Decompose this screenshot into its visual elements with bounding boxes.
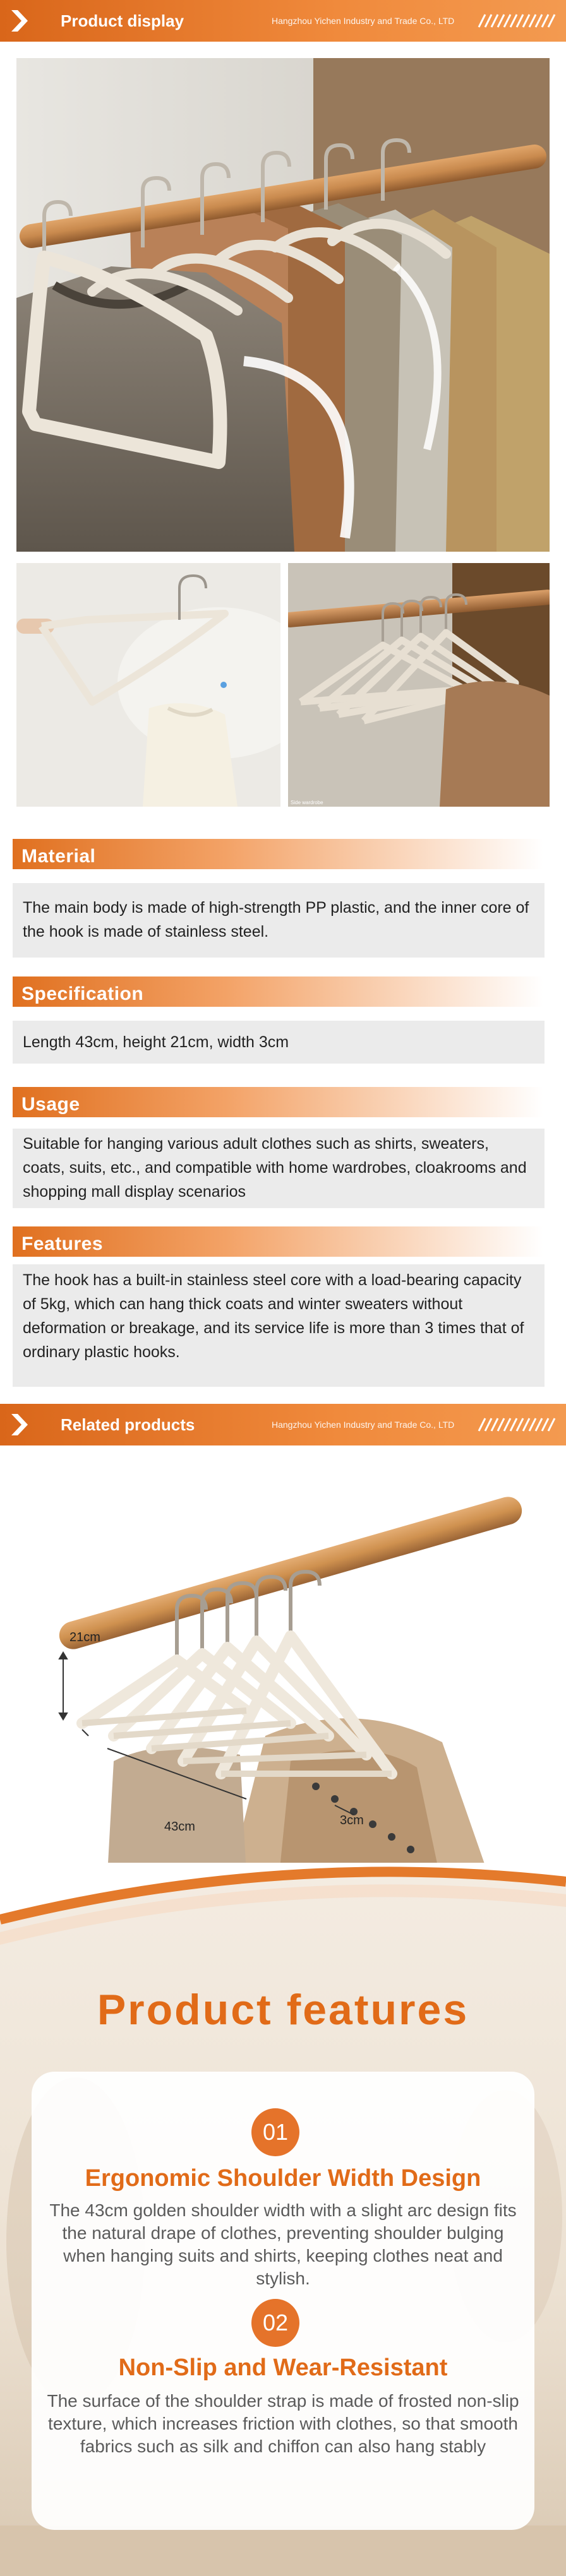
section-heading: Material	[21, 846, 96, 867]
width-label: 3cm	[340, 1813, 364, 1827]
section-heading: Usage	[21, 1094, 80, 1115]
main-product-photo	[16, 58, 550, 552]
height-label: 21cm	[69, 1630, 100, 1644]
section-text: The main body is made of high-strength PP plastic, and the inner core of the hook is made of stainless steel.	[23, 899, 529, 941]
section-header-specification	[13, 976, 543, 1007]
feature-title: Ergonomic Shoulder Width Design	[85, 2165, 481, 2192]
section-body-features	[13, 1264, 545, 1387]
banner-title: Related products	[61, 1415, 195, 1434]
related-products-banner	[0, 1404, 566, 1445]
section-text: The hook has a built-in stainless steel core with a load-bearing capacity of 5kg, which can hang thick coats and winter sweaters without deformation or breakage, and its service life is more than 3 times that of ordinary plastic hooks.	[23, 1271, 524, 1361]
features-title: Product features	[97, 1986, 469, 2034]
company-name: Hangzhou Yichen Industry and Trade Co., LTD	[272, 16, 455, 26]
section-heading: Specification	[21, 983, 144, 1004]
section-body-usage	[13, 1129, 545, 1208]
feature-text: The 43cm golden shoulder width with a slight arc design fits the natural drape of clothes, preventing shoulder bulging when hanging suits and shirts, keeping clothes neat and stylish.	[49, 2200, 517, 2288]
feature-title: Non-Slip and Wear-Resistant	[118, 2354, 448, 2381]
company-name: Hangzhou Yichen Industry and Trade Co., LTD	[272, 1420, 455, 1430]
chevron-right-icon	[9, 9, 33, 33]
section-text: Suitable for hanging various adult clothes such as shirts, sweaters, coats, suits, etc., and compatible with home wardrobes, cloakrooms and shopping mall display scenarios	[23, 1135, 527, 1201]
feature-number: 01	[251, 2108, 299, 2156]
section-text: Length 43cm, height 21cm, width 3cm	[23, 1033, 289, 1051]
section-header-usage	[13, 1087, 543, 1117]
dimension-diagram	[38, 1471, 537, 1887]
section-body-specification	[13, 1021, 545, 1064]
hanger-in-hand-photo	[16, 563, 280, 807]
photo-caption: Side wardrobe	[291, 800, 323, 805]
length-label: 43cm	[164, 1820, 195, 1834]
wardrobe-hangers-photo	[288, 563, 550, 807]
section-body-material	[13, 883, 545, 958]
section-header-material	[13, 839, 543, 869]
section-heading: Features	[21, 1233, 104, 1254]
banner-title: Product display	[61, 11, 184, 30]
stripes-decoration	[476, 14, 558, 28]
feature-text: The surface of the shoulder strap is made of frosted non-slip texture, which increases friction with clothes, so that smooth fabrics such as silk and chiffon can also hang stably	[47, 2391, 519, 2456]
section-header-features	[13, 1226, 543, 1257]
feature-number: 02	[251, 2299, 299, 2347]
product-display-banner	[0, 0, 566, 42]
chevron-right-icon	[9, 1413, 33, 1437]
stripes-decoration	[476, 1418, 558, 1432]
